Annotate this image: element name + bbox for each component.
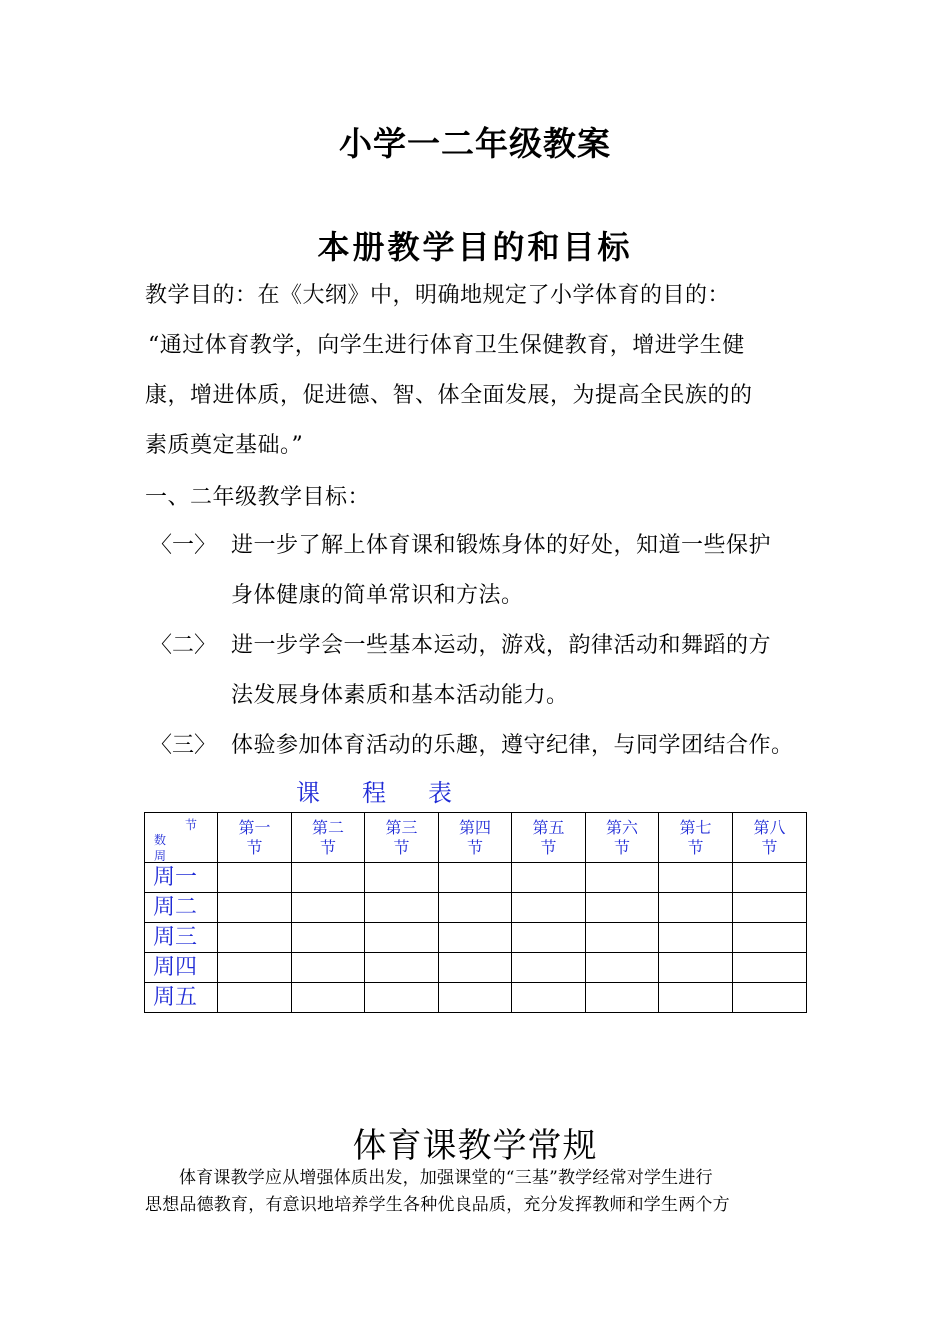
- goal-line: 法发展身体素质和基本活动能力。: [231, 683, 569, 708]
- schedule-title-char: 表: [428, 779, 456, 807]
- period-header-label: 第八: [753, 817, 786, 837]
- schedule-cell: [659, 863, 733, 893]
- schedule-cell: [512, 893, 586, 923]
- schedule-cell: [365, 893, 439, 923]
- schedule-cell: [512, 923, 586, 953]
- day-label: 周五: [145, 983, 218, 1013]
- schedule-cell: [659, 953, 733, 983]
- schedule-row: [145, 893, 807, 923]
- schedule-table: [144, 812, 807, 1013]
- schedule-cell: [586, 983, 659, 1013]
- period-header-label: 第七: [679, 817, 712, 837]
- page-title: 小学一二年级教案: [339, 124, 611, 163]
- goal-marker: 〈三〉: [150, 733, 217, 758]
- schedule-cell: [733, 983, 807, 1013]
- schedule-cell: [218, 953, 292, 983]
- schedule-cell: [365, 923, 439, 953]
- schedule-cell: [586, 923, 659, 953]
- schedule-cell: [512, 863, 586, 893]
- schedule-title: [296, 773, 494, 808]
- period-header: [365, 813, 439, 863]
- period-header: [292, 813, 365, 863]
- purpose-line: “通过体育教学，向学生进行体育卫生保健教育，增进学生健: [148, 333, 745, 358]
- goals-heading: 一、二年级教学目标：: [145, 485, 371, 510]
- schedule-corner-cell: [145, 813, 218, 863]
- routine-paragraph-line: 思想品德教育，有意识地培养学生各种优良品质，充分发挥教师和学生两个方: [145, 1195, 730, 1215]
- schedule-row: [145, 863, 807, 893]
- routine-paragraph-line: 体育课教学应从增强体质出发，加强课堂的“三基”教学经常对学生进行: [179, 1168, 713, 1188]
- schedule-cell: [439, 863, 512, 893]
- period-header-label: 第五: [532, 817, 565, 837]
- schedule-cell: [218, 983, 292, 1013]
- schedule-cell: [733, 923, 807, 953]
- day-label: 周二: [145, 893, 218, 923]
- period-header-label: 第三: [385, 817, 418, 837]
- period-header-label: 第一: [238, 817, 271, 837]
- schedule-row: [145, 953, 807, 983]
- period-header: [218, 813, 292, 863]
- schedule-title-char: 程: [362, 779, 390, 807]
- period-header-unit: 节: [319, 837, 336, 857]
- day-label: 周一: [145, 863, 218, 893]
- schedule-header-row: [145, 813, 807, 863]
- schedule-cell: [512, 983, 586, 1013]
- schedule-cell: [586, 953, 659, 983]
- day-label: 周三: [145, 923, 218, 953]
- day-label: 周四: [145, 953, 218, 983]
- corner-label-period: 节: [185, 818, 198, 832]
- schedule-cell: [218, 863, 292, 893]
- period-header-label: 第四: [458, 817, 491, 837]
- schedule-cell: [733, 953, 807, 983]
- period-header-label: 第六: [605, 817, 638, 837]
- goal-line: 进一步了解上体育课和锻炼身体的好处，知道一些保护: [231, 533, 772, 558]
- schedule-cell: [733, 863, 807, 893]
- period-header: [659, 813, 733, 863]
- period-header-unit: 节: [687, 837, 704, 857]
- schedule-cell: [365, 863, 439, 893]
- schedule-cell: [733, 893, 807, 923]
- period-header: [586, 813, 659, 863]
- schedule-cell: [439, 923, 512, 953]
- schedule-cell: [586, 893, 659, 923]
- schedule-row: [145, 923, 807, 953]
- schedule-title-char: 课: [296, 779, 324, 807]
- schedule-cell: [439, 893, 512, 923]
- section-title-goals: 本册教学目的和目标: [317, 228, 633, 266]
- period-header-unit: 节: [246, 837, 263, 857]
- period-header-unit: 节: [761, 837, 778, 857]
- section-title-routine: 体育课教学常规: [352, 1126, 598, 1166]
- period-header: [512, 813, 586, 863]
- period-header-unit: 节: [466, 837, 483, 857]
- schedule-cell: [512, 953, 586, 983]
- purpose-line: 教学目的：在《大纲》中，明确地规定了小学体育的目的：: [145, 283, 731, 308]
- goal-line: 体验参加体育活动的乐趣，遵守纪律，与同学团结合作。: [231, 733, 794, 758]
- schedule-cell: [586, 863, 659, 893]
- schedule-cell: [218, 923, 292, 953]
- schedule-cell: [659, 893, 733, 923]
- period-header-unit: 节: [540, 837, 557, 857]
- schedule-cell: [292, 863, 365, 893]
- period-header-label: 第二: [311, 817, 344, 837]
- schedule-cell: [218, 893, 292, 923]
- schedule-row: [145, 983, 807, 1013]
- schedule-cell: [365, 953, 439, 983]
- schedule-cell: [292, 953, 365, 983]
- schedule-cell: [292, 923, 365, 953]
- schedule-cell: [659, 983, 733, 1013]
- schedule-cell: [292, 893, 365, 923]
- corner-label-count: 数: [154, 833, 167, 847]
- schedule-cell: [439, 983, 512, 1013]
- goal-marker: 〈二〉: [150, 633, 217, 658]
- purpose-line: 康，增进体质，促进德、智、体全面发展，为提高全民族的的: [145, 383, 753, 408]
- goal-line: 身体健康的简单常识和方法。: [231, 583, 524, 608]
- purpose-line: 素质奠定基础。”: [145, 433, 304, 458]
- schedule-cell: [365, 983, 439, 1013]
- schedule-cell: [439, 953, 512, 983]
- goal-line: 进一步学会一些基本运动，游戏，韵律活动和舞蹈的方: [231, 633, 772, 658]
- corner-label-week: 周: [154, 849, 167, 863]
- goal-marker: 〈一〉: [150, 533, 217, 558]
- schedule-cell: [292, 983, 365, 1013]
- period-header: [439, 813, 512, 863]
- period-header: [733, 813, 807, 863]
- period-header-unit: 节: [393, 837, 410, 857]
- period-header-unit: 节: [613, 837, 630, 857]
- schedule-cell: [659, 923, 733, 953]
